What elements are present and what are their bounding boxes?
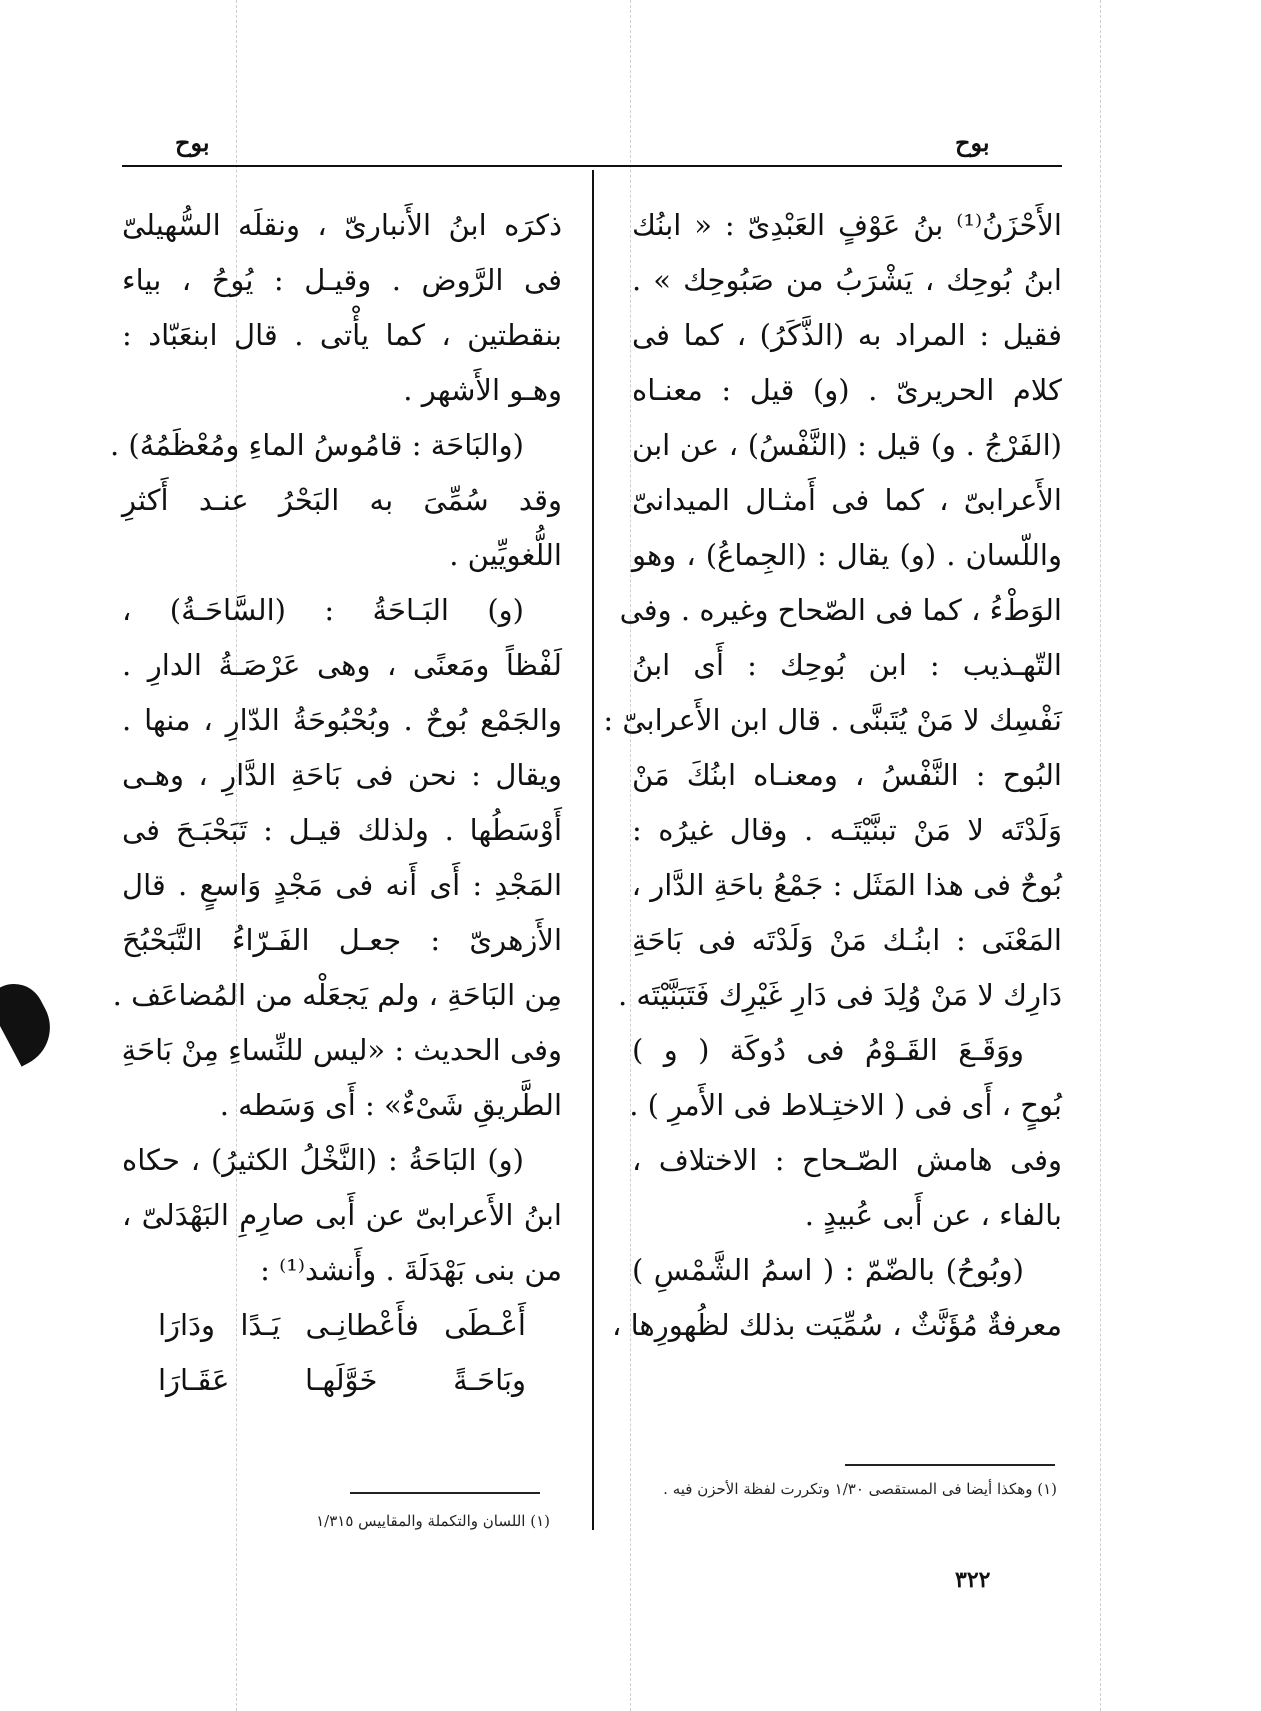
text-line: فى الرَّوض . وقيـل : يُوحُ ، بياء [122,263,562,297]
text-line: الطَّريقِ شَىْءٌ» : أَى وَسَطه . [219,1088,562,1122]
text-line: ويقال : نحن فى بَاحَةِ الدَّارِ ، وهـى [122,758,562,792]
text-line: الأَحْزَنُ⁽¹⁾ بنُ عَوْفٍ العَبْدِىّ : « ابنُك [632,208,1062,242]
text-line: (و) البَـاحَةُ : (السَّاحَـةُ) ، [122,593,524,627]
text-line: الوَطْءُ ، كما فى الصّحاح وغيره . وفى [619,593,1062,627]
text-line: (والبَاحَة : قامُوسُ الماءِ ومُعْظَمُهُ) . [109,428,524,462]
page-number: ٣٢٢ [955,1567,991,1593]
text-line: (و) البَاحَةُ : (النَّخْلُ الكثيرُ) ، حكاه [122,1143,524,1177]
text-line: بالفاء ، عن أَبى عُبيدٍ . [804,1198,1062,1232]
text-line: فقيل : المراد به (الذَّكَرُ) ، كما فى [632,318,1062,352]
text-line: بنقطتين ، كما يأْتى . قال ابنعَبّاد : [122,318,562,352]
text-line: وفى هامش الصّـحاح : الاختلاف ، [632,1143,1062,1177]
text-line: لَفْظاً ومَعنًى ، وهى عَرْصَـةُ الدارِ . [122,648,562,682]
text-line: ابنُ الأَعرابىّ عن أَبى صارِمِ البَهْدَلىّ ، [122,1198,562,1232]
text-line: معرفةٌ مُؤَنَّثٌ ، سُمِّيَت بذلك لظُهورِها ، [612,1308,1062,1342]
text-line: وفى الحديث : «ليس للنِّساءِ مِنْ بَاحَةِ [121,1033,562,1067]
verse-line: وبَاحَـةً خَوَّلَهـا عَقَـارَا [158,1363,526,1397]
text-line: اللُّغويِّين . [449,538,562,572]
left-column [109,198,562,1408]
scan-smudge [0,973,64,1066]
text-line: نَفْسِك لا مَنْ يُتَبنَّى . قال ابن الأَعرابىّ : [603,703,1062,737]
text-line: بُوحٌ فى هذا المَثَل : جَمْعُ باحَةِ الدَّار ، [631,868,1062,902]
text-line: مِن البَاحَةِ ، ولم يَجعَلْه من المُضاعَف . [112,978,562,1012]
footnote-rule-right [845,1464,1055,1466]
text-line: الأَعرابىّ ، كما فى أَمثـال الميدانىّ [632,483,1062,517]
text-line: من بنى بَهْدَلَةَ . وأَنشد⁽¹⁾ : [260,1253,562,1287]
header-rule [122,165,1062,167]
text-line: والجَمْع بُوحٌ . وبُحْبُوحَةُ الدّارِ ، منها . [122,703,562,737]
text-line: دَارِك لا مَنْ وُلِدَ فى دَارِ غَيْرِك فَتَبَنَّيْتَه . [617,978,1062,1012]
text-line: التّهـذيب : ابن بُوحِك : أَى ابنُ [632,648,1062,682]
text-line: (الفَرْجُ . و) قيل : (النَّفْسُ) ، عن ابن [632,428,1062,462]
text-line: كلام الحريرىّ . (و) قيل : معنـاه [632,373,1062,407]
footnote-rule-left [350,1492,540,1494]
text-line: ذكرَه ابنُ الأَنبارىّ ، ونقلَه السُّهيلىّ [122,208,562,242]
footnote-right: (١) وهكذا أيضا فى المستقصى ١/٣٠ وتكررت لفظة الأحزن فيه . [663,1480,1057,1498]
text-line: واللّسان . (و) يقال : (الجِماعُ) ، وهو [632,538,1062,572]
text-line: المَجْدِ : أَى أَنه فى مَجْدٍ وَاسعٍ . قال [122,868,562,902]
right-column [603,198,1062,1353]
column-divider [592,170,594,1530]
scan-guide-line [630,0,631,1711]
text-line: (وبُوحُ) بالضّمّ : ( اسمُ الشَّمْسِ ) [632,1253,1024,1287]
verse-line: أَعْـطَى فأَعْطانِـى يَـدًا ودَارَا [158,1308,526,1342]
text-line: وَلَدْتَه لا مَنْ تبنَّيْتَـه . وقال غيرُه : [632,813,1062,847]
text-line: أَوْسَطُها . ولذلك قيـل : تَبَحْبَـحَ فى [122,813,562,847]
footnote-left: (١) اللسان والتكملة والمقاييس ١/٣١٥ [316,1512,550,1530]
scan-guide-line [1100,0,1101,1711]
text-line: وقد سُمِّىَ به البَحْرُ عنـد أَكثرِ [122,483,562,517]
running-head-left: بوح [175,128,210,157]
text-line: ووَقَـعَ القَـوْمُ فى دُوكَة ( و ) [632,1033,1024,1067]
running-head-right: بوح [955,128,990,157]
text-line: وهـو الأَشهر . [403,373,562,407]
text-line: الأَزهرىّ : جعـل الفَـرّاءُ التَّبَحْبُحَ [122,923,562,957]
text-line: بُوحٍ ، أَى فى ( الاختِـلاط فى الأَمرِ ) . [629,1088,1062,1122]
text-line: المَعْنَى : ابنُـك مَنْ وَلَدْتَه فى بَاحَةِ [632,923,1062,957]
text-line: ابنُ بُوحِك ، يَشْرَبُ من صَبُوحِك » . [632,263,1062,297]
text-line: البُوح : النَّفْسُ ، ومعنـاه ابنُكَ مَنْ [632,758,1062,792]
